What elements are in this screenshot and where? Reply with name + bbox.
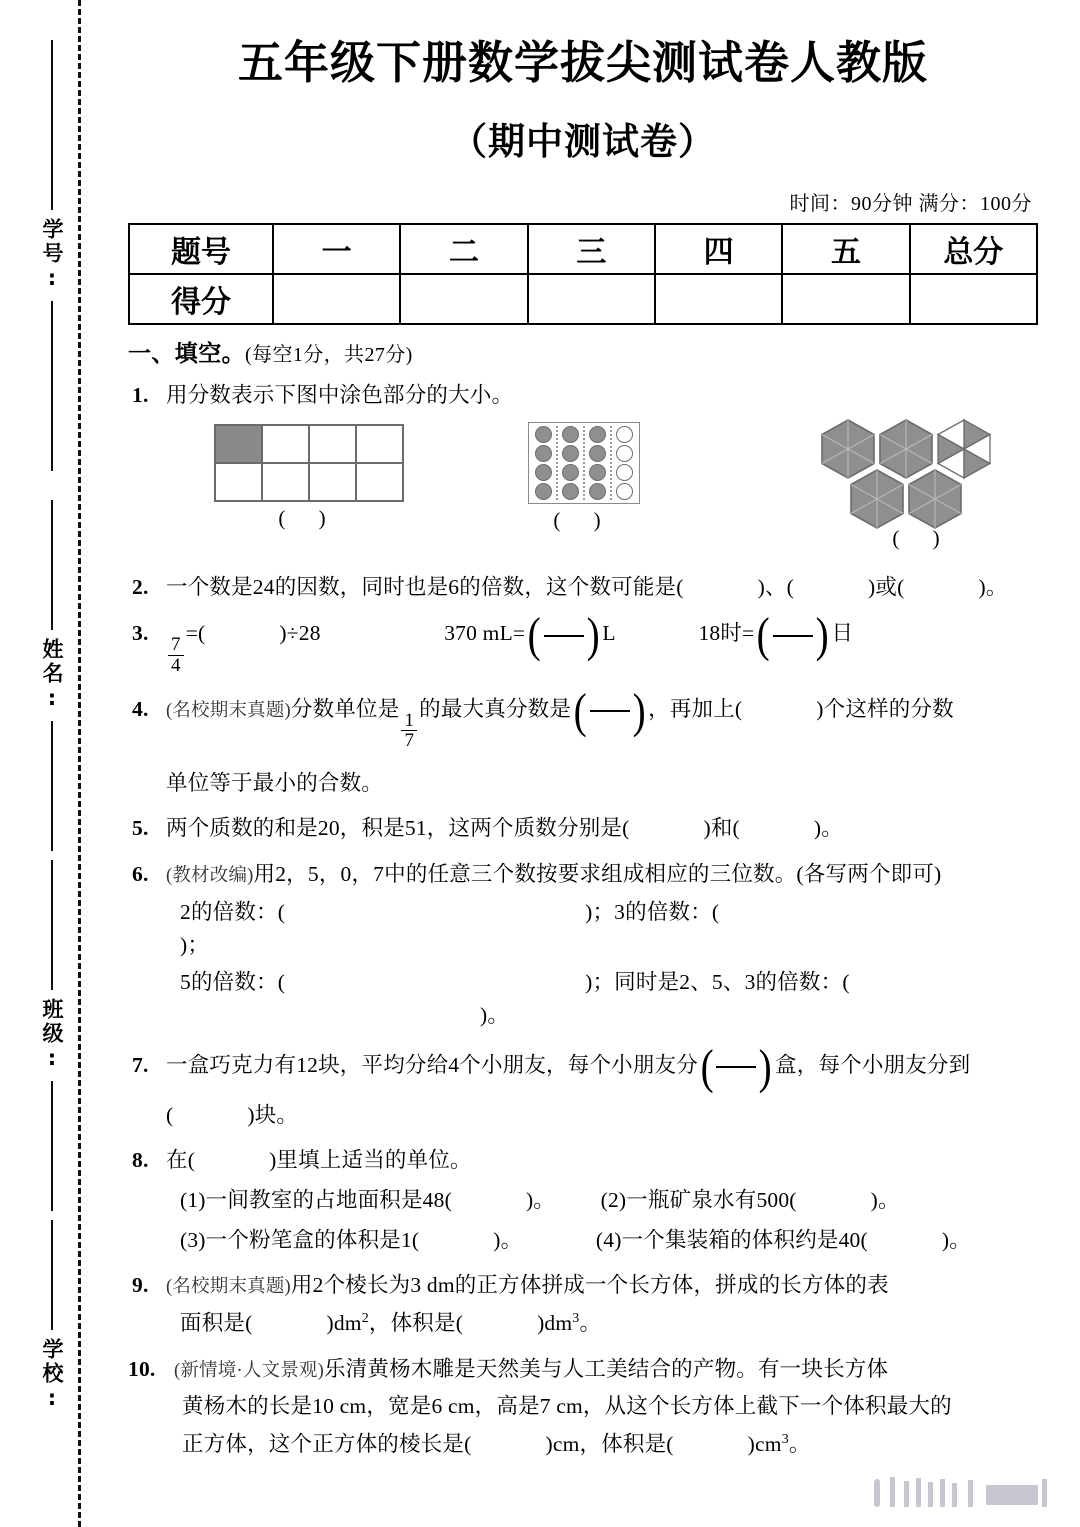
exam-meta: 时间：90分钟 满分：100分: [789, 193, 1032, 216]
unit-superscript-cube: 3: [781, 1431, 789, 1447]
question-7-line2: [166, 1099, 1038, 1132]
question-6-line2-c: )；: [180, 932, 210, 957]
grid-cell: [309, 463, 356, 501]
question-5-part2: )和(: [703, 816, 740, 841]
question-8-number: 8.: [132, 1148, 149, 1173]
question-4-part3: ，再加上(: [648, 697, 743, 722]
grid-cell: [262, 425, 309, 463]
question-8-line-1: [166, 1184, 1038, 1217]
question-8-item-4-label: (4)一个集装箱的体积约是40(: [595, 1227, 868, 1252]
hexagons-svg: [818, 418, 1028, 530]
section-heading: [128, 335, 1038, 368]
paren-open: (: [527, 607, 542, 663]
fraction-denominator: 7: [401, 730, 417, 750]
question-2-number: 2.: [132, 574, 149, 599]
question-9: [128, 1269, 1038, 1339]
question-10-line3-b: )cm，体积是(: [545, 1432, 674, 1457]
question-7-line2-a: (: [166, 1102, 174, 1127]
circle-filled: [562, 445, 579, 462]
fraction-bar: [590, 710, 630, 712]
question-9-tag: (名校期末真题): [166, 1277, 291, 1298]
circle-empty: [616, 483, 633, 500]
left-margin: [0, 0, 96, 1527]
question-10-line3-c: )cm: [747, 1432, 782, 1457]
question-9-text: 用2个棱长为3 dm的正方体拼成一个长方体，拼成的长方体的表: [290, 1273, 889, 1298]
fraction-numerator: 7: [171, 634, 181, 656]
question-4-part2: 的最大真分数是: [419, 697, 572, 722]
paren-open: (: [573, 683, 587, 739]
grid-cell: [215, 463, 262, 501]
question-3-c-lead: 18时=: [698, 621, 755, 646]
score-table: [128, 223, 1038, 325]
hexagons-figure-shapes: [818, 418, 1028, 530]
circle-filled: [589, 483, 606, 500]
question-6-line3: [166, 966, 1038, 1031]
question-3-b-lead: 370 mL=: [444, 621, 526, 646]
question-10-tag: (新情境·人文景观): [174, 1360, 324, 1381]
fraction-bar: [716, 1066, 756, 1068]
circle-filled: [535, 426, 552, 443]
circles-figure-answer-blank[interactable]: ( ): [553, 507, 615, 532]
unit-superscript-cube: 3: [572, 1310, 580, 1326]
question-3-a-text: =(: [185, 621, 206, 646]
question-3-a-tail: )÷28: [279, 621, 321, 646]
margin-slot-class: [30, 860, 74, 1211]
score-cell-1[interactable]: [400, 274, 527, 324]
fraction-seven-fourths: [168, 635, 184, 675]
grid-cell: [309, 425, 356, 463]
question-4-number: 4.: [132, 697, 149, 722]
question-8-text-b: )里填上适当的单位。: [269, 1148, 472, 1173]
section-heading-label: 一、填空。: [128, 341, 245, 367]
question-8-item-1-label: (1)一间教室的占地面积是48(: [180, 1188, 452, 1213]
question-10: [128, 1353, 1038, 1461]
question-3-number: 3.: [132, 621, 149, 646]
margin-rule: [51, 40, 53, 210]
margin-slot-student-id: [30, 40, 74, 471]
score-cell-2[interactable]: [528, 274, 655, 324]
score-table-col-3: 四: [655, 224, 782, 274]
question-2-part2: )、(: [757, 574, 795, 599]
margin-slot-school: [30, 1220, 74, 1421]
question-8-item-2-tail: )。: [870, 1188, 900, 1213]
question-10-text: 乐清黄杨木雕是天然美与人工美结合的产物。有一块长方体: [323, 1356, 889, 1381]
question-10-line3-d: 。: [788, 1432, 811, 1457]
margin-rule: [51, 1220, 53, 1330]
circle-filled: [562, 464, 579, 481]
question-3: [128, 607, 1038, 676]
paren-close: ): [815, 607, 829, 663]
question-8: [128, 1144, 1038, 1256]
margin-rule: [51, 301, 53, 471]
table-row-scores: [129, 274, 1037, 324]
question-3-c-tail: 日: [831, 621, 854, 646]
grid-cell: [356, 425, 403, 463]
question-5-part3: )。: [813, 816, 843, 841]
table-row-question-numbers: [129, 224, 1037, 274]
question-8-item-2-label: (2)一瓶矿泉水有500(: [600, 1188, 797, 1213]
paren-open: (: [700, 1038, 714, 1094]
question-2-part1: 一个数是24的因数，同时也是6的倍数，这个数可能是(: [166, 574, 684, 599]
circle-filled: [562, 426, 579, 443]
hexagons-figure-answer-blank[interactable]: ( ): [892, 525, 954, 550]
fraction-one-seventh: [401, 711, 417, 751]
circle-filled: [589, 464, 606, 481]
circle-filled: [589, 426, 606, 443]
question-7: [128, 1038, 1038, 1132]
question-5-number: 5.: [132, 816, 149, 841]
question-6-tag: (教材改编): [166, 866, 254, 887]
question-6-line2-a: 2的倍数：(: [180, 899, 286, 924]
fraction-bar: [773, 635, 813, 637]
title-block: [128, 0, 1038, 165]
paren-close: ): [586, 607, 600, 663]
question-4: [128, 683, 1038, 799]
score-table-col-1: 二: [400, 224, 527, 274]
question-4-line2: 单位等于最小的合数。: [166, 770, 384, 795]
circles-column-filled: [583, 426, 610, 500]
circles-figure-box: [528, 422, 640, 504]
question-9-number: 9.: [132, 1273, 149, 1298]
cut-line-dashed: [78, 0, 81, 1527]
fraction-blank[interactable]: [526, 607, 601, 663]
question-9-line2-d: )dm: [537, 1311, 573, 1336]
question-1-text: 用分数表示下图中涂色部分的大小。: [166, 383, 514, 408]
circles-column-filled: [556, 426, 583, 500]
circles-figure: [528, 422, 640, 533]
fraction-blank[interactable]: [699, 1038, 774, 1094]
score-table-rowlabel-0: 题号: [129, 224, 273, 274]
margin-label-class: 班级:: [40, 998, 64, 1073]
question-8-item-3-tail: )。: [493, 1227, 523, 1252]
grid-cell: [262, 463, 309, 501]
question-8-line-2: [166, 1224, 1038, 1257]
grid-cell-shaded: [215, 425, 262, 463]
question-10-line3-a: 正方体，这个正方体的棱长是(: [182, 1432, 472, 1457]
question-9-line2: [166, 1307, 1038, 1340]
question-8-text-a: 在(: [166, 1148, 196, 1173]
circle-filled: [535, 464, 552, 481]
question-4-tag: (名校期末真题): [166, 701, 291, 722]
hexagons-figure: [818, 418, 1028, 551]
question-6-line3-a: 5的倍数：(: [180, 970, 286, 995]
fraction-denominator: 4: [168, 655, 184, 675]
paren-close: ): [759, 1038, 773, 1094]
circles-column-empty: [610, 426, 637, 500]
score-table-col-5: 总分: [910, 224, 1037, 274]
question-2-part4: )。: [978, 574, 1008, 599]
margin-label-student-id: 学号:: [40, 218, 64, 293]
question-2: [128, 571, 1038, 604]
circle-filled: [535, 445, 552, 462]
question-6-text: 用2，5，0，7中的任意三个数按要求组成相应的三位数。(各写两个即可): [253, 862, 942, 887]
question-6-line2: [166, 896, 1038, 961]
question-3-b-tail: L: [602, 621, 615, 646]
fraction-blank[interactable]: [755, 607, 830, 663]
circle-filled: [535, 483, 552, 500]
question-7-part1: 一盒巧克力有12块，平均分给4个小朋友，每个小朋友分: [166, 1052, 698, 1077]
score-cell-3[interactable]: [655, 274, 782, 324]
fraction-blank[interactable]: [572, 683, 647, 739]
question-6-number: 6.: [132, 862, 149, 887]
circle-empty: [616, 426, 633, 443]
question-7-part2: 盒，每个小朋友分到: [775, 1052, 971, 1077]
hexagon-partial: [938, 420, 990, 478]
margin-rule: [51, 721, 53, 851]
margin-label-student-name: 姓名:: [40, 638, 64, 713]
score-cell-0[interactable]: [273, 274, 400, 324]
fraction-numerator: 1: [404, 710, 415, 732]
unit-superscript-square: 2: [361, 1310, 369, 1326]
grid-cell: [356, 463, 403, 501]
question-1-figures: [128, 418, 1038, 560]
circles-column-filled: [531, 426, 556, 500]
paren-open: (: [757, 607, 771, 663]
question-9-line2-c: ，体积是(: [368, 1311, 464, 1336]
score-cell-4[interactable]: [782, 274, 909, 324]
question-10-line3: [174, 1428, 1038, 1461]
circle-filled: [562, 483, 579, 500]
question-6-line2-b: )；3的倍数：(: [585, 899, 720, 924]
page-title: 五年级下册数学拔尖测试卷人教版: [237, 36, 928, 89]
question-4-part1: 分数单位是: [290, 697, 400, 722]
question-5-part1: 两个质数的和是20，积是51，这两个质数分别是(: [166, 816, 630, 841]
question-8-item-3-label: (3)一个粉笔盒的体积是1(: [180, 1227, 420, 1252]
question-1-number: 1.: [132, 383, 149, 408]
question-1: [128, 379, 1038, 412]
question-7-line2-b: )块。: [247, 1102, 299, 1127]
margin-rule: [51, 860, 53, 990]
margin-label-school: 学校:: [40, 1338, 64, 1413]
exam-sheet: [96, 0, 1080, 1527]
question-7-number: 7.: [132, 1052, 149, 1077]
score-table-col-0: 一: [273, 224, 400, 274]
question-9-line2-e: 。: [579, 1311, 602, 1336]
page-subtitle: （期中测试卷）: [450, 119, 716, 164]
margin-slot-student-name: [30, 500, 74, 851]
question-6-line3-b: )；同时是2、5、3的倍数：(: [585, 970, 850, 995]
question-8-item-1-tail: )。: [525, 1188, 555, 1213]
question-2-part3: )或(: [868, 574, 905, 599]
question-6: [128, 858, 1038, 1031]
question-4-part4: )个这样的分数: [816, 697, 954, 722]
question-5: [128, 812, 1038, 845]
question-6-line3-c: )。: [480, 1002, 510, 1027]
question-9-line2-a: 面积是(: [180, 1311, 253, 1336]
question-8-item-4-tail: )。: [941, 1227, 971, 1252]
paren-close: ): [632, 683, 646, 739]
margin-rule: [51, 500, 53, 630]
circle-empty: [616, 464, 633, 481]
question-10-number: 10.: [128, 1356, 156, 1381]
grid-figure: [214, 424, 404, 531]
fraction-bar: [544, 635, 584, 637]
score-table-col-2: 三: [528, 224, 655, 274]
circle-empty: [616, 445, 633, 462]
section-points: (每空1分，共27分): [245, 344, 413, 367]
score-table-rowlabel-1: 得分: [129, 274, 273, 324]
circle-filled: [589, 445, 606, 462]
score-table-col-4: 五: [782, 224, 909, 274]
grid-figure-answer-blank[interactable]: ( ): [278, 505, 340, 530]
question-9-line2-b: )dm: [326, 1311, 362, 1336]
score-cell-5[interactable]: [910, 274, 1037, 324]
question-10-line2: 黄杨木的长是10 cm，宽是6 cm，高是7 cm，从这个长方体上截下一个体积最大的: [182, 1394, 952, 1419]
margin-rule: [51, 1081, 53, 1211]
grid-figure-cells: [214, 424, 404, 502]
